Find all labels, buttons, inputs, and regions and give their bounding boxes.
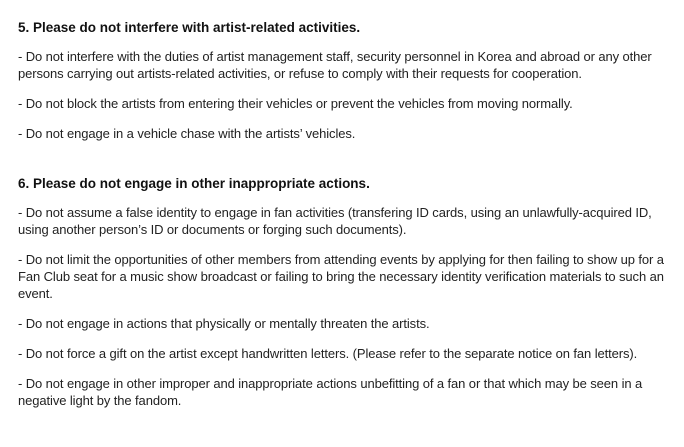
section-6 (18, 174, 674, 409)
rule-item: - Do not engage in other improper and inappropriate actions unbefitting of a fan or that which may be seen in a negative light by the fandom. (18, 376, 643, 408)
rule-item: - Do not interfere with the duties of artist management staff, security personnel in Korea and abroad or any other persons carrying out artists-related activities, or refuse to comply with their requests for cooperation. (18, 49, 652, 81)
rule-item: - Do not engage in a vehicle chase with the artists’ vehicles. (18, 126, 356, 141)
section-title: 5. Please do not interfere with artist-related activities. (18, 20, 361, 35)
rule-item: - Do not engage in actions that physically or mentally threaten the artists. (18, 316, 430, 331)
rule-item: - Do not block the artists from entering their vehicles or prevent the vehicles from moving normally. (18, 96, 573, 111)
section-title: 6. Please do not engage in other inappropriate actions. (18, 176, 370, 191)
rule-item: - Do not force a gift on the artist except handwritten letters. (Please refer to the separate notice on fan letters). (18, 346, 638, 361)
section-5 (18, 18, 674, 142)
rule-item: - Do not limit the opportunities of other members from attending events by applying for then failing to show up for a Fan Club seat for a music show broadcast or failing to bring the necessary identity verification materials to such an event. (18, 252, 664, 301)
rule-item: - Do not assume a false identity to engage in fan activities (transfering ID cards, using an unlawfully-acquired ID, using another person’s ID or documents or forging such documents). (18, 205, 652, 237)
